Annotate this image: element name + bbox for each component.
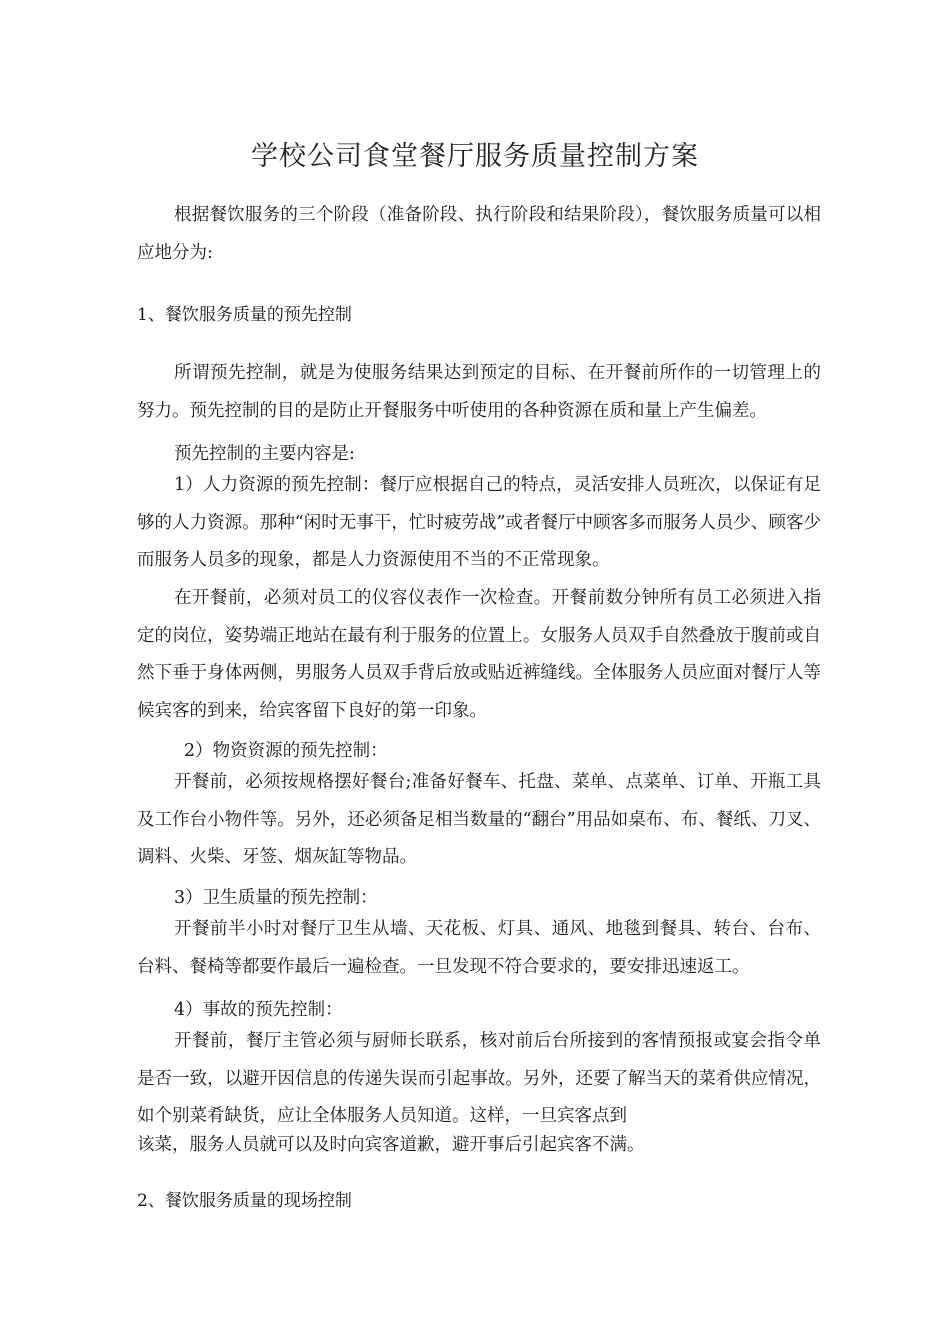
item4-paragraph: 开餐前，餐厅主管必须与厨师长联系，核对前后台所接到的客情预报或宴会指令单是否一致，以避开因信息的传递失误而引起事故。另外，还要了解当天的菜肴供应情况，如个别菜肴缺货，应让全体服务人员知道。这样，一旦宾客点到 [137,1031,821,1127]
main-content-label: 预先控制的主要内容是: [174,444,355,464]
section1-heading: 1、餐饮服务质量的预先控制 [137,305,352,325]
section1-definition: 所谓预先控制，就是为使服务结果达到预定的目标、在开餐前所作的一切管理上的努力。预先控制的目的是防止开餐服务中听使用的各种资源在质和量上产生偏差。 [137,363,821,421]
section2-heading: 2、餐饮服务质量的现场控制 [137,1191,352,1211]
intro-paragraph: 根据餐饮服务的三个阶段（准备阶段、执行阶段和结果阶段），餐饮服务质量可以相应地分为: [137,205,821,263]
item3-heading: 3）卫生质量的预先控制： [174,888,378,908]
item3-paragraph: 开餐前半小时对餐厅卫生从墙、天花板、灯具、通风、地毯到餐具、转台、台布、台料、餐椅等都要作最后一遍检查。一旦发现不符合要求的，要安排迅速返工。 [137,919,821,977]
item1-detail-paragraph: 在开餐前，必须对员工的仪容仪表作一次检查。开餐前数分钟所有员工必须进入指定的岗位，姿势端正地站在最有利于服务的位置上。女服务人员双手自然叠放于腹前或自然下垂于身体两侧，男服务人员双手背后放或贴近裤缝线。全体服务人员应面对餐厅人等候宾客的到来，给宾客留下良好的第一印象。 [137,588,821,722]
item1-paragraph: 1）人力资源的预先控制：餐厅应根据自己的特点，灵活安排人员班次，以保证有足够的人力资源。那种“闲时无事干，忙时疲劳战”或者餐厅中顾客多而服务人员少、顾客少而服务人员多的现象，都是人力资源使用不当的不正常现象。 [137,475,821,571]
item4-heading: 4）事故的预先控制： [174,1000,343,1020]
document-title: 学校公司食堂餐厅服务质量控制方案 [251,141,699,172]
item2-heading: 2）物资资源的预先控制： [184,741,388,761]
item4-tail: 该菜，服务人员就可以及时向宾客道歉，避开事后引起宾客不满。 [137,1135,645,1155]
item2-paragraph: 开餐前，必须按规格摆好餐台;准备好餐车、托盘、菜单、点菜单、订单、开瓶工具及工作台小物件等。另外，还必须备足相当数量的“翻台”用品如桌布、布、餐纸、刀叉、调料、火柴、牙签、烟灰缸等物品。 [137,772,821,868]
